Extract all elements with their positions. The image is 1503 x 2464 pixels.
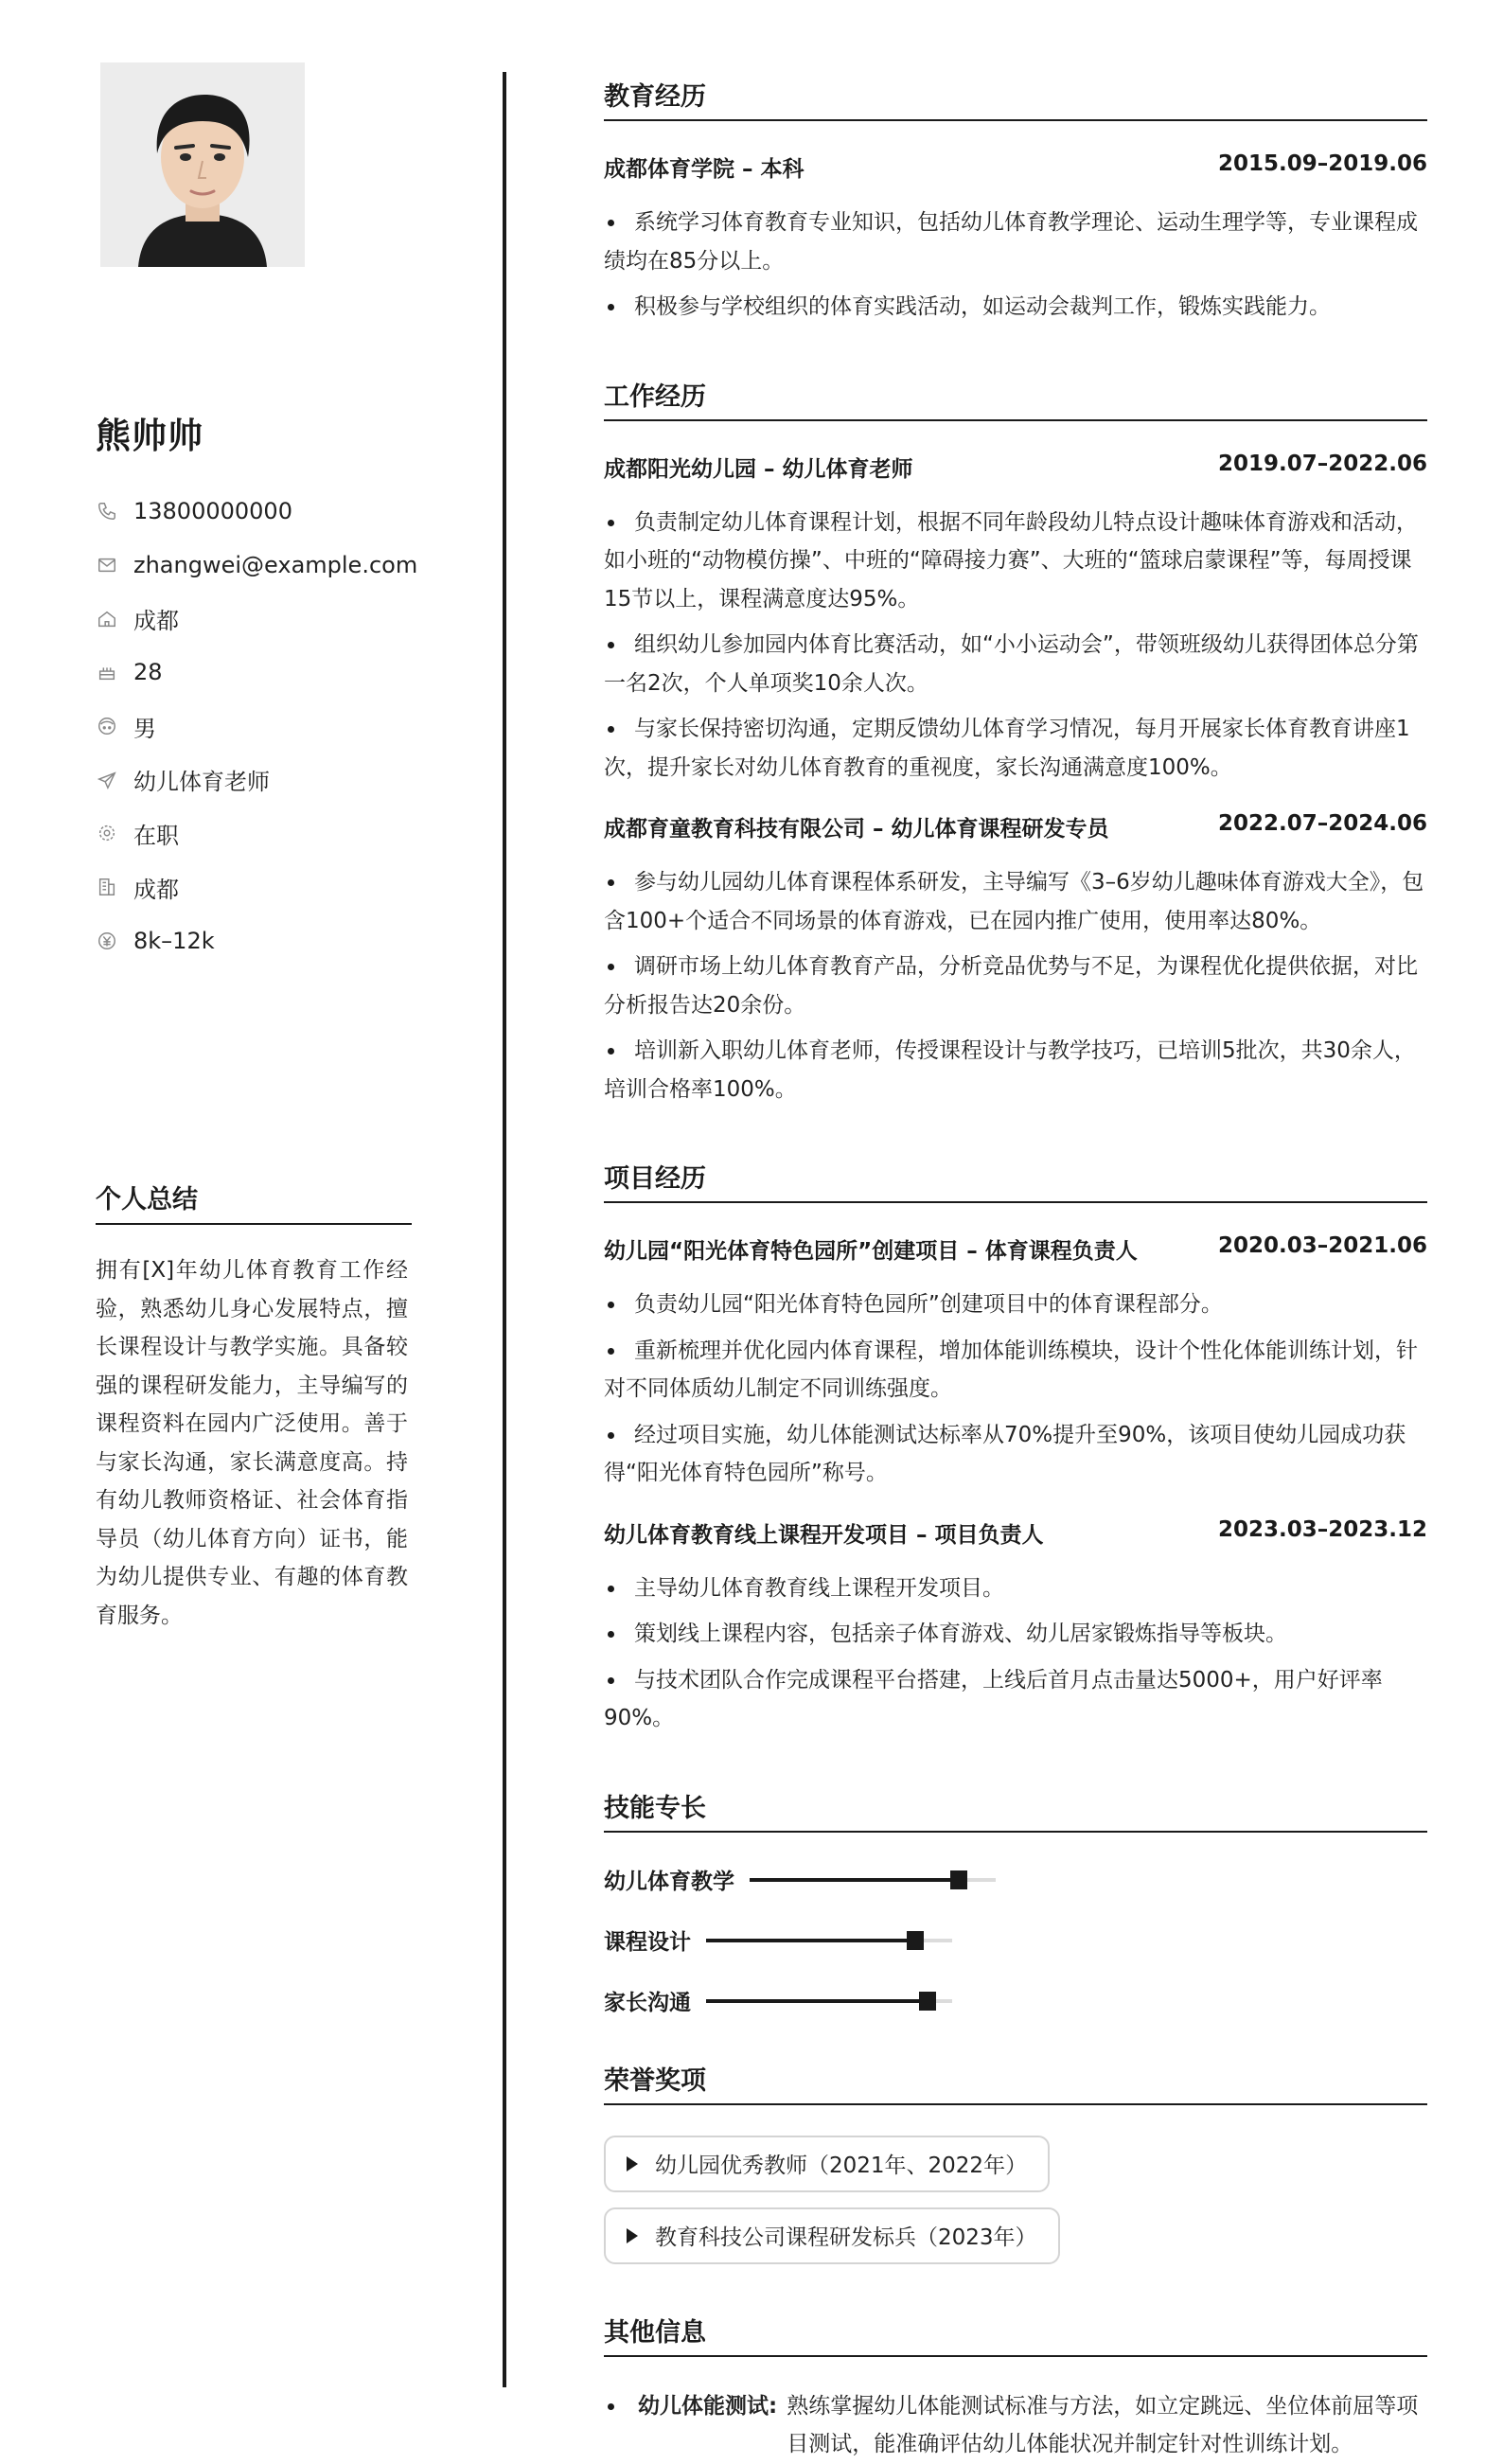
project-date: 2020.03–2021.06 xyxy=(1217,1233,1427,1258)
project-date: 2023.03–2023.12 xyxy=(1217,1516,1427,1542)
work-entry-heading xyxy=(604,811,1427,842)
contact-info-list xyxy=(96,485,417,967)
other-info-label: 幼儿体能测试: xyxy=(638,2393,778,2419)
work-company: 成都育童教育科技有限公司 – 幼儿体育课程研发专员 xyxy=(604,817,1109,842)
award-item[interactable] xyxy=(604,2136,1050,2192)
skill-level-fill xyxy=(706,1999,928,2003)
info-position-text: 幼儿体育老师 xyxy=(133,769,270,796)
skill-name: 课程设计 xyxy=(604,1930,691,1955)
list-item: 培训新入职幼儿体育老师，传授课程设计与教学技巧，已培训5批次，共30余人，培训合格率100%。 xyxy=(604,1032,1427,1108)
project-entry-heading xyxy=(604,1517,1427,1549)
skill-level-fill xyxy=(706,1939,915,1942)
work-section-title: 工作经历 xyxy=(604,376,1427,421)
list-item: 与技术团队合作完成课程平台搭建，上线后首月点击量达5000+，用户好评率90%。 xyxy=(604,1661,1427,1738)
home-icon xyxy=(96,608,118,630)
column-divider xyxy=(503,72,506,2387)
list-item: 负责制定幼儿体育课程计划，根据不同年龄段幼儿特点设计趣味体育游戏和活动，如小班的“动物模仿操”、中班的“障碍接力赛”、大班的“篮球启蒙课程”等，每周授课15节以上，课程满意度达95%。 xyxy=(604,504,1427,619)
info-work-city xyxy=(96,860,417,914)
education-school: 成都体育学院 – 本科 xyxy=(604,157,805,182)
work-bullets xyxy=(604,504,1427,788)
cake-icon xyxy=(96,661,118,683)
skill-name: 幼儿体育教学 xyxy=(604,1870,734,1894)
project-name: 幼儿园“阳光体育特色园所”创建项目 – 体育课程负责人 xyxy=(604,1239,1138,1264)
other-section-title: 其他信息 xyxy=(604,2312,1427,2357)
awards-list xyxy=(604,2136,1427,2264)
info-age xyxy=(96,646,417,700)
project-bullets xyxy=(604,1569,1427,1738)
list-item: 重新梳理并优化园内体育课程，增加体能训练模块，设计个性化体能训练计划，针对不同体质幼儿制定不同训练强度。 xyxy=(604,1332,1427,1409)
projects-section-title: 项目经历 xyxy=(604,1158,1427,1203)
summary-text: 拥有[X]年幼儿体育教育工作经验，熟悉幼儿身心发展特点，擅长课程设计与教学实施。具备较强的课程研发能力，主导编写的课程资料在园内广泛使用。善于与家长沟通，家长满意度高。持有幼儿教师资格证、社会体育指导员（幼儿体育方向）证书，能为幼儿提供专业、有趣的体育教育服务。 xyxy=(96,1258,408,1628)
expand-triangle-icon xyxy=(627,2156,638,2172)
gender-icon xyxy=(96,715,118,737)
skill-name: 家长沟通 xyxy=(604,1991,691,2015)
skill-item xyxy=(604,1923,1028,1958)
info-city-text: 成都 xyxy=(133,608,179,635)
skills-section xyxy=(604,1787,1427,2018)
summary-section-title: 个人总结 xyxy=(96,1179,412,1225)
send-icon xyxy=(96,769,118,791)
main-content xyxy=(604,76,1427,2464)
work-date: 2022.07–2024.06 xyxy=(1217,811,1427,836)
candidate-name: 熊帅帅 xyxy=(96,416,203,456)
status-icon xyxy=(96,822,118,844)
list-item: 与家长保持密切沟通，定期反馈幼儿体育学习情况，每月开展家长体育教育讲座1次，提升家长对幼儿体育教育的重视度，家长沟通满意度100%。 xyxy=(604,710,1427,787)
list-item: 积极参与学校组织的体育实践活动，如运动会裁判工作，锻炼实践能力。 xyxy=(604,288,1427,327)
work-company: 成都阳光幼儿园 – 幼儿体育老师 xyxy=(604,456,913,482)
awards-section xyxy=(604,2060,1427,2264)
award-text: 幼儿园优秀教师（2021年、2022年） xyxy=(655,2154,1028,2178)
skill-level-bar xyxy=(706,1999,952,2003)
other-section xyxy=(604,2312,1427,2464)
project-entry-heading xyxy=(604,1233,1427,1265)
info-status xyxy=(96,807,417,860)
projects-section xyxy=(604,1158,1427,1738)
avatar-portrait xyxy=(100,62,305,267)
education-bullets xyxy=(604,204,1427,327)
bullet-dot xyxy=(608,2403,614,2410)
skill-item xyxy=(604,1984,1028,2018)
info-salary-text: 8k–12k xyxy=(133,927,215,954)
list-item: 组织幼儿参加园内体育比赛活动，如“小小运动会”，带领班级幼儿获得团体总分第一名2次，个人单项奖10余人次。 xyxy=(604,626,1427,702)
skill-item xyxy=(604,1863,1028,1897)
skill-level-knob xyxy=(919,1992,936,2011)
education-entry-heading xyxy=(604,151,1427,183)
skill-level-bar xyxy=(750,1878,996,1882)
list-item: 策划线上课程内容，包括亲子体育游戏、幼儿居家锻炼指导等板块。 xyxy=(604,1615,1427,1654)
building-icon xyxy=(96,876,118,898)
info-phone-text: 13800000000 xyxy=(133,498,292,525)
skill-level-knob xyxy=(950,1870,967,1889)
info-position xyxy=(96,753,417,807)
info-gender-text: 男 xyxy=(133,715,156,742)
info-age-text: 28 xyxy=(133,659,163,686)
mail-icon xyxy=(96,554,118,576)
education-date: 2015.09–2019.06 xyxy=(1217,151,1427,176)
left-sidebar xyxy=(0,0,473,2431)
award-text: 教育科技公司课程研发标兵（2023年） xyxy=(655,2225,1037,2250)
info-city xyxy=(96,592,417,646)
list-item: 负责幼儿园“阳光体育特色园所”创建项目中的体育课程部分。 xyxy=(604,1285,1427,1324)
expand-triangle-icon xyxy=(627,2228,638,2243)
skill-level-bar xyxy=(706,1939,952,1942)
work-bullets xyxy=(604,863,1427,1108)
award-item[interactable] xyxy=(604,2207,1060,2264)
info-gender xyxy=(96,700,417,753)
project-name: 幼儿体育教育线上课程开发项目 – 项目负责人 xyxy=(604,1522,1044,1548)
info-status-text: 在职 xyxy=(133,822,179,849)
skill-level-knob xyxy=(907,1931,924,1950)
info-email-text: zhangwei@example.com xyxy=(133,552,418,579)
education-section-title: 教育经历 xyxy=(604,76,1427,121)
list-item: 经过项目实施，幼儿体能测试达标率从70%提升至90%，该项目使幼儿园成功获得“阳光体育特色园所”称号。 xyxy=(604,1416,1427,1493)
skills-list xyxy=(604,1863,1427,2018)
skills-section-title: 技能专长 xyxy=(604,1787,1427,1833)
work-section xyxy=(604,376,1427,1109)
info-phone xyxy=(96,485,417,539)
list-item: 参与幼儿园幼儿体育课程体系研发，主导编写《3–6岁幼儿趣味体育游戏大全》，包含100+个适合不同场景的体育游戏，已在园内推广使用，使用率达80%。 xyxy=(604,863,1427,940)
awards-section-title: 荣誉奖项 xyxy=(604,2060,1427,2105)
info-email xyxy=(96,539,417,593)
education-section xyxy=(604,76,1427,327)
avatar xyxy=(100,62,305,267)
other-info-item xyxy=(604,2387,1427,2464)
info-salary xyxy=(96,914,417,968)
skill-level-fill xyxy=(750,1878,959,1882)
list-item: 系统学习体育教育专业知识，包括幼儿体育教学理论、运动生理学等，专业课程成绩均在85分以上。 xyxy=(604,204,1427,280)
phone-icon xyxy=(96,500,118,523)
info-work-city-text: 成都 xyxy=(133,876,179,903)
work-entry-heading xyxy=(604,452,1427,483)
other-info-text: 熟练掌握幼儿体能测试标准与方法，如立定跳远、坐位体前屈等项目测试，能准确评估幼儿体能状况并制定针对性训练计划。 xyxy=(787,2393,1419,2456)
list-item: 调研市场上幼儿体育教育产品，分析竞品优势与不足，为课程优化提供依据，对比分析报告达20余份。 xyxy=(604,948,1427,1024)
work-date: 2019.07–2022.06 xyxy=(1217,451,1427,476)
list-item: 主导幼儿体育教育线上课程开发项目。 xyxy=(604,1569,1427,1608)
project-bullets xyxy=(604,1285,1427,1493)
salary-icon xyxy=(96,930,118,952)
